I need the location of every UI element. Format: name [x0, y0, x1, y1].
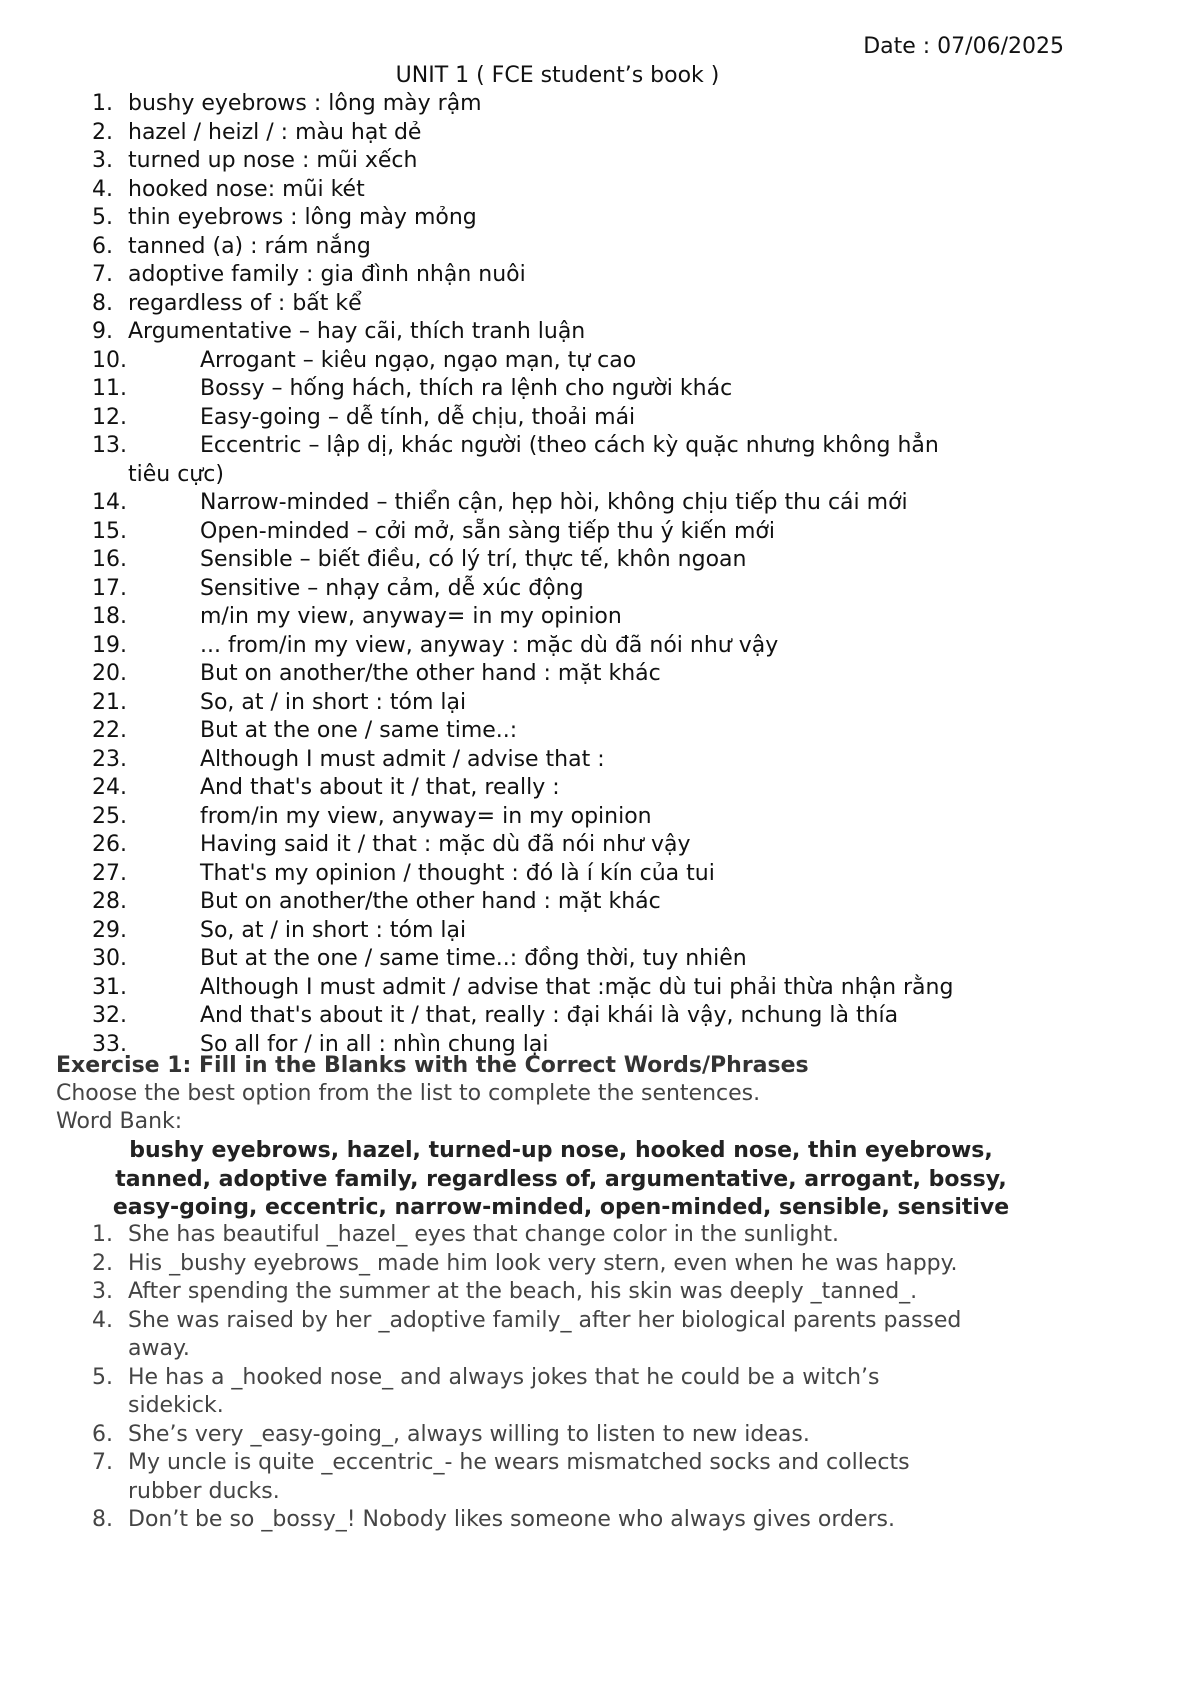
vocab-item-number: 26.: [92, 832, 127, 857]
vocab-item: [0, 204, 1080, 233]
exercise-item: [0, 1307, 1080, 1364]
exercise-item-text: She was raised by her _adoptive family_ after her biological parents passed: [128, 1307, 962, 1333]
exercise-title: Exercise 1: Fill in the Blanks with the Correct Words/Phrases: [56, 1053, 809, 1078]
exercise-item: [0, 1421, 1080, 1450]
word-bank: [56, 1137, 1066, 1223]
vocab-item-number: 12.: [92, 404, 127, 430]
vocab-item-number: 18.: [92, 604, 127, 629]
vocab-item-text: Bossy – hống hách, thích ra lệnh cho người khác: [200, 376, 733, 401]
vocab-item: [0, 119, 1080, 148]
vocab-item-text: Easy-going – dễ tính, dễ chịu, thoải mái: [200, 404, 636, 430]
vocab-item: [0, 945, 1080, 974]
exercise-instruction: Choose the best option from the list to complete the sentences.: [56, 1081, 761, 1106]
word-bank-line: bushy eyebrows, hazel, turned-up nose, hooked nose, thin eyebrows,: [129, 1138, 993, 1163]
word-bank-line: tanned, adoptive family, regardless of, argumentative, arrogant, bossy,: [115, 1166, 1007, 1192]
vocab-list: [0, 90, 1080, 1059]
vocab-item: [0, 575, 1080, 604]
vocab-item-text: bushy eyebrows : lông mày rậm: [128, 91, 482, 116]
vocab-item: [0, 803, 1080, 832]
vocab-item-number: 23.: [92, 746, 127, 772]
vocab-item: [0, 660, 1080, 689]
vocab-item-text: Open-minded – cởi mở, sẵn sàng tiếp thu ý kiến mới: [200, 518, 775, 544]
exercise-item-text: She has beautiful _hazel_ eyes that change color in the sunlight.: [128, 1222, 839, 1247]
vocab-item-number: 4.: [92, 176, 113, 202]
vocab-item-text: So, at / in short : tóm lại: [200, 917, 467, 943]
vocab-item-text: Having said it / that : mặc dù đã nói như vậy: [200, 832, 691, 857]
vocab-item: [0, 404, 1080, 433]
word-bank-line: easy-going, eccentric, narrow-minded, open-minded, sensible, sensitive: [112, 1195, 1010, 1220]
exercise-item-text: After spending the summer at the beach, his skin was deeply _tanned_.: [128, 1279, 918, 1304]
vocab-item-number: 32.: [92, 1003, 127, 1028]
vocab-item-number: 9.: [92, 319, 113, 344]
vocab-item-text: Sensible – biết điều, có lý trí, thực tế, khôn ngoan: [200, 547, 747, 572]
vocab-item-number: 27.: [92, 860, 127, 886]
vocab-item: [0, 746, 1080, 775]
vocab-item-text: So, at / in short : tóm lại: [200, 689, 467, 715]
vocab-item-number: 21.: [92, 689, 127, 715]
exercise-item: [0, 1364, 1080, 1421]
vocab-item-text: Argumentative – hay cãi, thích tranh luận: [128, 319, 586, 344]
vocab-item-continuation: tiêu cực): [128, 461, 224, 487]
vocab-item-number: 16.: [92, 547, 127, 572]
vocab-item-number: 30.: [92, 946, 127, 971]
vocab-item: [0, 774, 1080, 803]
vocab-item-text: Arrogant – kiêu ngạo, ngạo mạn, tự cao: [200, 347, 637, 373]
exercise-item: [0, 1278, 1080, 1307]
exercise-item-continuation: sidekick.: [128, 1393, 224, 1418]
exercise-item-text: His _bushy eyebrows_ made him look very stern, even when he was happy.: [128, 1250, 958, 1276]
vocab-item-number: 28.: [92, 889, 127, 914]
exercise-item-text: She’s very _easy-going_, always willing to listen to new ideas.: [128, 1421, 810, 1447]
vocab-item-text: That's my opinion / thought : đó là í kín của tui: [200, 860, 715, 886]
vocab-item-text: tanned (a) : rám nắng: [128, 233, 371, 259]
vocab-item-text: hooked nose: mũi két: [128, 176, 365, 202]
exercise-item-number: 3.: [92, 1279, 113, 1304]
vocab-item-number: 5.: [92, 205, 113, 230]
vocab-item-number: 1.: [92, 91, 113, 116]
vocab-item-text: from/in my view, anyway= in my opinion: [200, 803, 652, 829]
vocab-item: [0, 546, 1080, 575]
vocab-item-number: 13.: [92, 433, 127, 458]
vocab-item: [0, 290, 1080, 319]
exercise-list: [0, 1221, 1080, 1535]
vocab-item-text: So all for / in all : nhìn chung lại: [200, 1031, 549, 1057]
vocab-item-number: 10.: [92, 347, 127, 373]
exercise-item-continuation: rubber ducks.: [128, 1478, 280, 1504]
vocab-item-text: Although I must admit / advise that :mặc dù tui phải thừa nhận rằng: [200, 974, 954, 1000]
vocab-item-text: turned up nose : mũi xếch: [128, 148, 418, 173]
vocab-item-number: 19.: [92, 632, 127, 658]
vocab-item-number: 8.: [92, 290, 113, 316]
vocab-item-text: But at the one / same time..:: [200, 718, 518, 743]
exercise-item-number: 7.: [92, 1450, 113, 1475]
vocab-item: [0, 318, 1080, 347]
vocab-item-number: 24.: [92, 775, 127, 800]
vocab-item: [0, 888, 1080, 917]
vocab-item: [0, 518, 1080, 547]
vocab-item-number: 29.: [92, 917, 127, 943]
vocab-item-number: 25.: [92, 803, 127, 829]
vocab-item-text: regardless of : bất kể: [128, 290, 362, 316]
vocab-item-text: And that's about it / that, really : đại khái là vậy, nchung là thía: [200, 1003, 899, 1028]
vocab-item-text: Sensitive – nhạy cảm, dễ xúc động: [200, 575, 584, 601]
vocab-item-text: Narrow-minded – thiển cận, hẹp hòi, không chịu tiếp thu cái mới: [200, 490, 908, 515]
vocab-item: [0, 147, 1080, 176]
exercise-item: [0, 1250, 1080, 1279]
exercise-item-text: Don’t be so _bossy_! Nobody likes someone who always gives orders.: [128, 1507, 895, 1532]
exercise-item: [0, 1221, 1080, 1250]
exercise-item-continuation: away.: [128, 1336, 190, 1361]
vocab-item-number: 3.: [92, 148, 113, 173]
vocab-item-text: m/in my view, anyway= in my opinion: [200, 604, 622, 629]
vocab-item: [0, 261, 1080, 290]
date-line: Date : 07/06/2025: [863, 34, 1064, 59]
exercise-item: [0, 1449, 1080, 1506]
vocab-item-text: But on another/the other hand : mặt khác: [200, 661, 661, 686]
vocab-item: [0, 689, 1080, 718]
vocab-item-number: 11.: [92, 376, 127, 401]
vocab-item-number: 7.: [92, 262, 113, 287]
vocab-item-text: But on another/the other hand : mặt khác: [200, 889, 661, 914]
vocab-item-number: 17.: [92, 575, 127, 601]
vocab-item-text: But at the one / same time..: đồng thời, tuy nhiên: [200, 946, 747, 971]
vocab-item: [0, 1002, 1080, 1031]
exercise-item-text: He has a _hooked nose_ and always jokes that he could be a witch’s: [128, 1364, 880, 1390]
vocab-item: [0, 233, 1080, 262]
vocab-item: [0, 603, 1080, 632]
exercise-item-number: 8.: [92, 1507, 113, 1532]
vocab-item: [0, 860, 1080, 889]
vocab-item-number: 20.: [92, 661, 127, 686]
vocab-item: [0, 632, 1080, 661]
vocab-item-text: Eccentric – lập dị, khác người (theo cách kỳ quặc nhưng không hẳn: [200, 433, 939, 458]
vocab-item: [0, 375, 1080, 404]
vocab-item-number: 31.: [92, 974, 127, 1000]
vocab-item: [0, 489, 1080, 518]
vocab-item: [0, 176, 1080, 205]
vocab-item-text: And that's about it / that, really :: [200, 775, 560, 800]
vocab-item: [0, 917, 1080, 946]
exercise-item: [0, 1506, 1080, 1535]
exercise-item-number: 5.: [92, 1364, 113, 1390]
vocab-item: [0, 831, 1080, 860]
vocab-item: [0, 432, 1080, 489]
vocab-item-number: 6.: [92, 233, 113, 259]
vocab-item-number: 2.: [92, 119, 113, 145]
vocab-item: [0, 90, 1080, 119]
vocab-item: [0, 974, 1080, 1003]
vocab-item-text: hazel / heizl / : màu hạt dẻ: [128, 119, 422, 145]
vocab-item-text: adoptive family : gia đình nhận nuôi: [128, 262, 526, 287]
exercise-item-text: My uncle is quite _eccentric_- he wears mismatched socks and collects: [128, 1450, 910, 1475]
vocab-item-number: 33.: [92, 1031, 127, 1057]
vocab-item-text: thin eyebrows : lông mày mỏng: [128, 205, 477, 230]
vocab-item: [0, 347, 1080, 376]
exercise-item-number: 1.: [92, 1222, 113, 1247]
vocab-item-number: 22.: [92, 718, 127, 743]
exercise-item-number: 6.: [92, 1421, 113, 1447]
vocab-item-text: Although I must admit / advise that :: [200, 746, 605, 772]
vocab-item-text: ... from/in my view, anyway : mặc dù đã nói như vậy: [200, 632, 779, 658]
vocab-item: [0, 717, 1080, 746]
unit-title: UNIT 1 ( FCE student’s book ): [395, 63, 720, 88]
vocab-item-number: 14.: [92, 490, 127, 515]
exercise-item-number: 4.: [92, 1307, 113, 1333]
exercise-item-number: 2.: [92, 1250, 113, 1276]
vocab-item-number: 15.: [92, 518, 127, 544]
word-bank-label: Word Bank:: [56, 1109, 183, 1134]
